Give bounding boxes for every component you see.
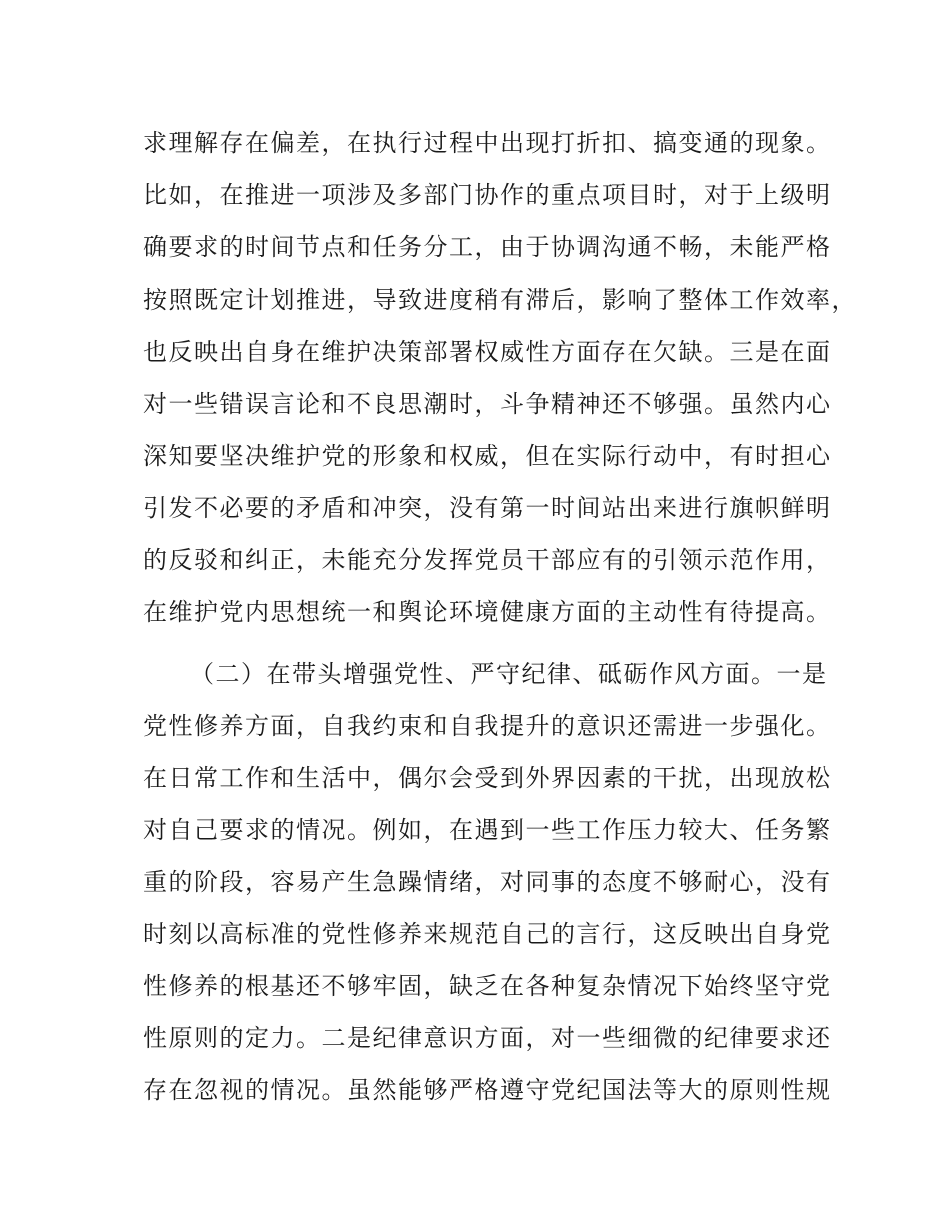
text-line: 性修养的根基还不够牢固，缺乏在各种复杂情况下始终坚守党: [143, 972, 832, 1000]
text-line: 时刻以高标准的党性修养来规范自己的言行，这反映出自身党: [143, 920, 832, 948]
text-line: 按照既定计划推进，导致进度稍有滞后，影响了整体工作效率，: [143, 286, 857, 314]
text-line: 的反驳和纠正，未能充分发挥党员干部应有的引领示范作用，: [143, 546, 832, 574]
text-line: 引发不必要的矛盾和冲突，没有第一时间站出来进行旗帜鲜明: [143, 494, 832, 522]
text-line: 确要求的时间节点和任务分工，由于协调沟通不畅，未能严格: [143, 233, 832, 261]
text-line: 深知要坚决维护党的形象和权威，但在实际行动中，有时担心: [143, 442, 832, 470]
text-line: 重的阶段，容易产生急躁情绪，对同事的态度不够耐心，没有: [143, 868, 832, 896]
text-line: 在维护党内思想统一和舆论环境健康方面的主动性有待提高。: [143, 598, 832, 626]
text-line: 也反映出自身在维护决策部署权威性方面存在欠缺。三是在面: [143, 338, 832, 366]
text-line: 对一些错误言论和不良思潮时，斗争精神还不够强。虽然内心: [143, 390, 832, 418]
text-line: 比如，在推进一项涉及多部门协作的重点项目时，对于上级明: [143, 181, 832, 209]
text-line: 对自己要求的情况。例如，在遇到一些工作压力较大、任务繁: [143, 816, 832, 844]
text-line: 求理解存在偏差，在执行过程中出现打折扣、搞变通的现象。: [143, 129, 832, 157]
text-line: 存在忽视的情况。虽然能够严格遵守党纪国法等大的原则性规: [143, 1076, 832, 1104]
text-line: 性原则的定力。二是纪律意识方面，对一些细微的纪律要求还: [143, 1024, 832, 1052]
section-heading-line: （二）在带头增强党性、严守纪律、砥砺作风方面。一是: [190, 660, 828, 688]
text-line: 在日常工作和生活中，偶尔会受到外界因素的干扰，出现放松: [143, 764, 832, 792]
text-line: 党性修养方面，自我约束和自我提升的意识还需进一步强化。: [143, 712, 832, 740]
